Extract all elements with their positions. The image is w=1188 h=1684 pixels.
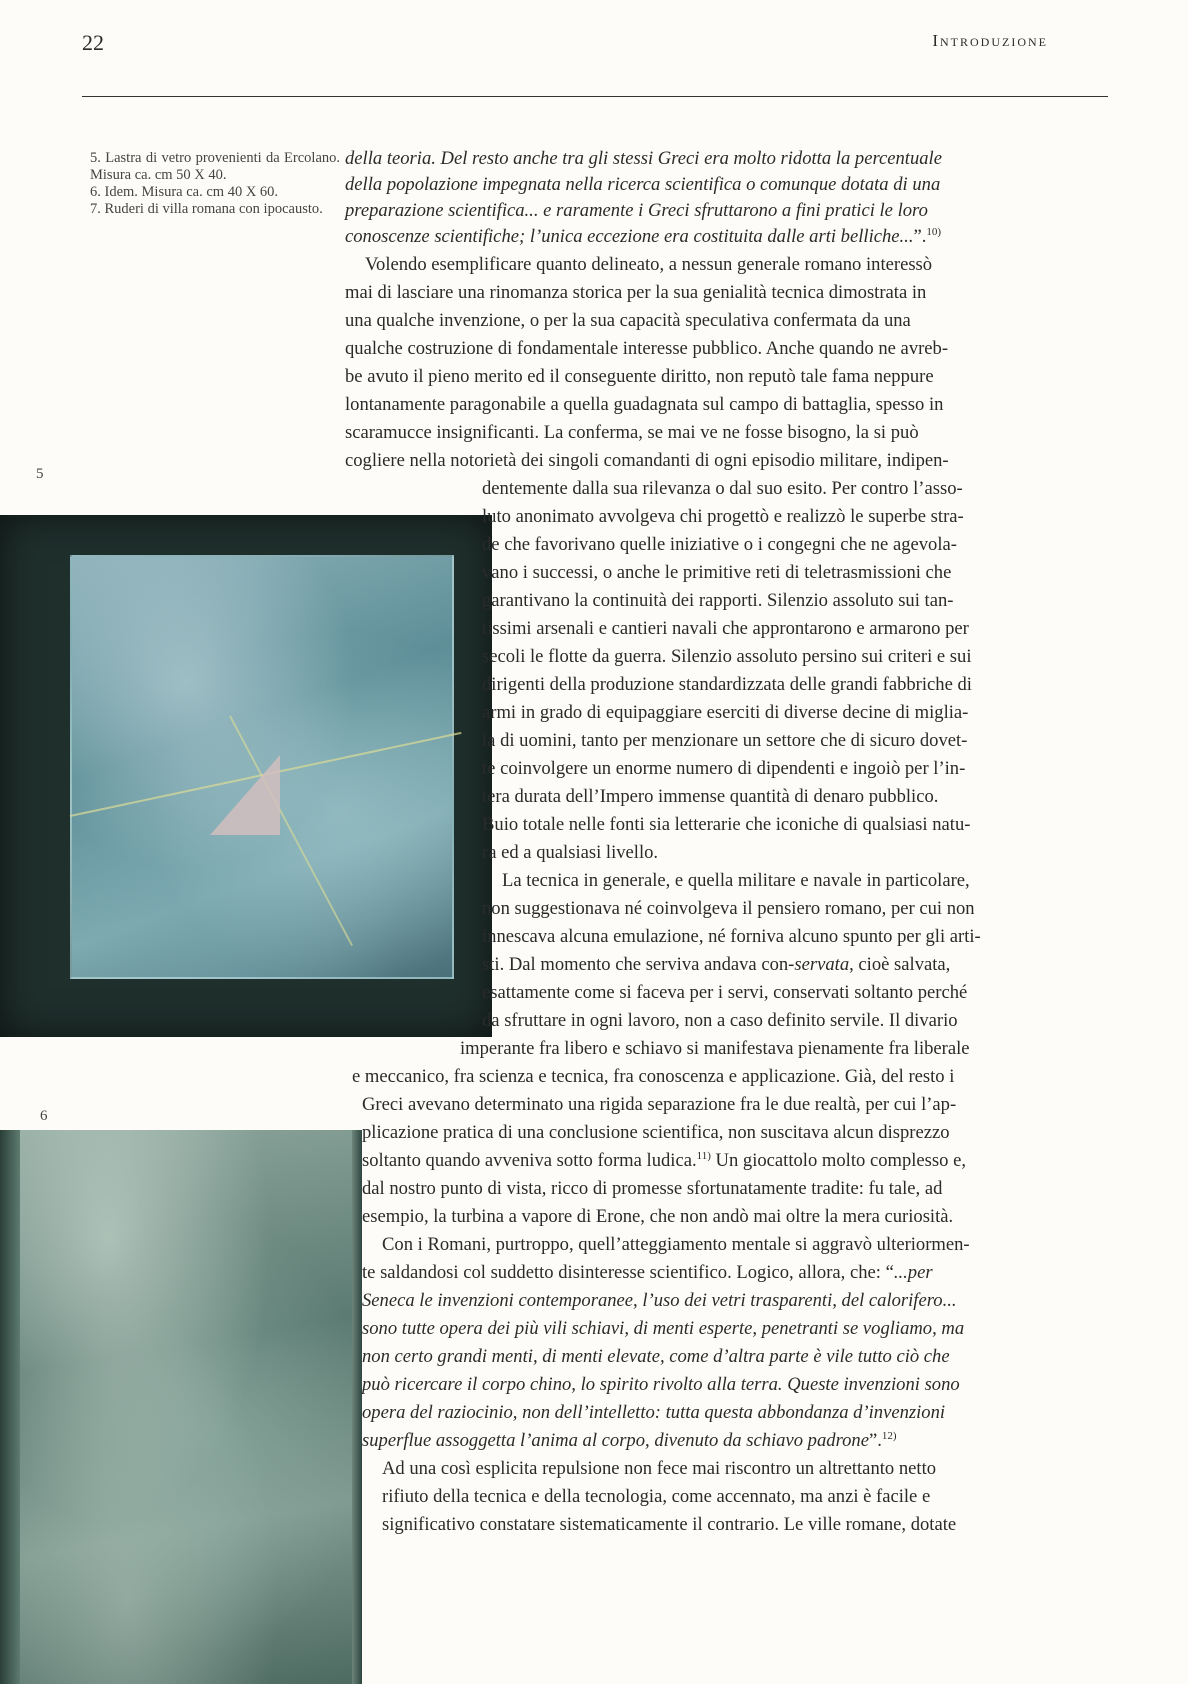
- body-line: [482, 562, 951, 584]
- body-line: [362, 1094, 956, 1116]
- body-line: [345, 450, 949, 472]
- body-line: [365, 254, 932, 276]
- body-line: [482, 1010, 958, 1032]
- text-run: dirigenti della produzione standardizzata delle grandi fabbriche di: [482, 674, 972, 695]
- text-run: be avuto il pieno merito ed il conseguente diritto, non reputò tale fama neppure: [345, 366, 934, 387]
- body-line: [345, 422, 919, 444]
- text-run: Buio totale nelle fonti sia letterarie che iconiche di qualsiasi natu-: [482, 814, 971, 835]
- text-run: Un giocattolo molto complesso e,: [710, 1150, 966, 1172]
- text-run: da sfruttare in ogni lavoro, non a caso definito servile. Il divario: [482, 1010, 958, 1031]
- body-line: [482, 842, 658, 864]
- text-run: Greci avevano determinato una rigida separazione fra le due realtà, per cui l’ap-: [362, 1094, 957, 1115]
- text-run: tera durata dell’Impero immense quantità di denaro pubblico.: [482, 786, 939, 807]
- body-line: [362, 1318, 964, 1340]
- text-run: secoli le flotte da guerra. Silenzio assoluto persino sui criteri e sui: [482, 646, 972, 667]
- body-line: [352, 1066, 954, 1088]
- page-number: 22: [82, 30, 104, 55]
- running-title-text: Introduzione: [932, 31, 1048, 50]
- text-run: te coinvolgere un enorme numero di dipendenti e ingoiò per l’in-: [482, 758, 966, 779]
- text-run: de che favorivano quelle iniziative o i congegni che ne agevola-: [482, 534, 957, 555]
- body-line: [482, 898, 975, 920]
- text-run: Ad una così esplicita repulsione non fece mai riscontro un altrettanto netto: [382, 1458, 937, 1479]
- body-line: [482, 786, 938, 808]
- text-run: sono tutte opera dei più vili schiavi, di menti esperte, penetranti se vogliamo, ma: [362, 1318, 965, 1339]
- body-line: [482, 618, 969, 640]
- body-line: [345, 200, 928, 222]
- caption-5: 5. Lastra di vetro provenienti da Ercolano. Misura ca. cm 50 X 40.: [90, 150, 340, 183]
- body-line: [362, 1178, 942, 1200]
- body-line: [345, 310, 911, 332]
- text-run: conoscenze scientifiche; l’unica eccezione era costituita dalle arti belliche...: [345, 226, 914, 248]
- body-line: [382, 1486, 930, 1508]
- text-run: dal nostro punto di vista, ricco di promesse sfortunatamente tradite: fu tale, ad: [362, 1178, 943, 1199]
- body-line: [362, 1262, 933, 1284]
- body-line: [482, 506, 964, 528]
- glass-edge-right: [352, 1130, 362, 1684]
- body-line: [362, 1206, 953, 1228]
- figure-5-glass-pane-photo: [0, 515, 492, 1037]
- text-run: rifiuto della tecnica e della tecnologia, come accennato, ma anzi è facile e: [382, 1486, 931, 1507]
- body-line: [345, 366, 934, 388]
- glass-edge-left: [0, 1130, 20, 1684]
- body-line: [482, 730, 967, 752]
- body-line: [382, 1234, 970, 1256]
- text-run: , cioè salvata,: [849, 954, 951, 975]
- body-line: [482, 758, 965, 780]
- text-run: esempio, la turbina a vapore di Erone, che non andò mai oltre la mera curiosità.: [362, 1206, 954, 1227]
- body-line: [482, 982, 967, 1004]
- text-run: ia di uomini, tanto per menzionare un settore che di sicuro dovet-: [482, 730, 968, 751]
- body-line: [482, 954, 950, 976]
- text-run: garantivano la continuità dei rapporti. Silenzio assoluto sui tan-: [482, 590, 954, 611]
- body-line: [482, 478, 963, 500]
- text-run: ra ed a qualsiasi livello.: [482, 842, 659, 863]
- text-run: plicazione pratica di una conclusione scientifica, non suscitava alcun disprezzo: [362, 1122, 950, 1143]
- figure-6-label: 6: [40, 1108, 48, 1124]
- text-run: sti. Dal momento che serviva andava con-: [482, 954, 795, 975]
- text-run: armi in grado di equipaggiare eserciti di diverse decine di miglia-: [482, 702, 969, 723]
- figure-captions: [90, 150, 340, 218]
- figure-5-label: 5: [36, 466, 44, 482]
- text-run: servata: [794, 954, 850, 975]
- text-run: Seneca le invenzioni contemporanee, l’uso dei vetri trasparenti, del calorifero...: [362, 1290, 957, 1311]
- body-line: [345, 174, 940, 196]
- text-run: Volendo esemplificare quanto delineato, a nessun generale romano interessò: [365, 254, 933, 275]
- text-run: ”.: [913, 226, 927, 248]
- footnote-ref: 11): [696, 1150, 711, 1162]
- text-run: La tecnica in generale, e quella militare e navale in particolare,: [502, 870, 970, 891]
- missing-shard: [210, 755, 280, 835]
- body-line: [382, 1514, 956, 1536]
- text-run: qualche costruzione di fondamentale interesse pubblico. Anche quando ne avreb-: [345, 338, 949, 359]
- text-run: superflue assoggetta l’anima al corpo, divenuto da schiavo padrone: [362, 1430, 869, 1452]
- text-run: Con i Romani, purtroppo, quell’atteggiamento mentale si aggravò ulteriormen-: [382, 1234, 970, 1255]
- body-line: [382, 1458, 936, 1480]
- text-run: ”.: [868, 1430, 882, 1452]
- text-run: esattamente come si faceva per i servi, conservati soltanto perché: [482, 982, 968, 1003]
- text-run: vano i successi, o anche le primitive reti di teletrasmissioni che: [482, 562, 952, 583]
- body-line: [482, 814, 970, 836]
- text-run: dentemente dalla sua rilevanza o dal suo esito. Per contro l’asso-: [482, 478, 963, 499]
- text-run: imperante fra libero e schiavo si manifestava pienamente fra liberale: [460, 1038, 970, 1059]
- text-run: ...per: [893, 1262, 933, 1283]
- text-run: te saldandosi col suddetto disinteresse scientifico. Logico, allora, che: “: [362, 1262, 894, 1283]
- body-line: [482, 646, 972, 668]
- footnote-ref: 10): [926, 226, 942, 238]
- body-line: [345, 338, 948, 360]
- text-run: soltanto quando avveniva sotto forma ludica.: [362, 1150, 697, 1172]
- caption-7: 7. Ruderi di villa romana con ipocausto.: [90, 201, 323, 217]
- body-line: [362, 1374, 960, 1396]
- body-line: [460, 1038, 970, 1060]
- body-line: [482, 674, 972, 696]
- figure-6-glass-pane-photo: [0, 1130, 362, 1684]
- body-line: [482, 534, 957, 556]
- running-title: [932, 31, 1048, 51]
- body-line: [362, 1150, 966, 1172]
- body-line: [482, 590, 953, 612]
- text-run: della teoria. Del resto anche tra gli stessi Greci era molto ridotta la percentuale: [345, 148, 942, 169]
- text-run: non certo grandi menti, di menti elevate, come d’altra parte è vile tutto ciò che: [362, 1346, 950, 1367]
- body-line: [482, 702, 968, 724]
- text-run: innescava alcuna emulazione, né forniva alcuno spunto per gli arti-: [482, 926, 981, 947]
- text-run: non suggestionava né coinvolgeva il pensiero romano, per cui non: [482, 898, 975, 919]
- body-line: [345, 148, 942, 170]
- text-run: significativo constatare sistematicamente il contrario. Le ville romane, dotate: [382, 1514, 957, 1535]
- body-line: [345, 394, 943, 416]
- body-line: [362, 1290, 957, 1312]
- body-line: [362, 1402, 945, 1424]
- body-line: [362, 1430, 897, 1452]
- text-run: può ricercare il corpo chino, lo spirito rivolto alla terra. Queste invenzioni sono: [362, 1374, 960, 1395]
- text-run: tissimi arsenali e cantieri navali che approntarono e armarono per: [482, 618, 969, 639]
- body-line: [482, 926, 981, 948]
- body-line: [362, 1122, 950, 1144]
- body-line: [502, 870, 970, 892]
- body-line: [345, 282, 926, 304]
- text-run: luto anonimato avvolgeva chi progettò e realizzò le superbe stra-: [482, 506, 964, 527]
- caption-6: 6. Idem. Misura ca. cm 40 X 60.: [90, 184, 279, 200]
- body-line: [345, 226, 941, 248]
- footnote-ref: 12): [881, 1430, 897, 1442]
- text-run: della popolazione impegnata nella ricerca scientifica o comunque dotata di una: [345, 174, 941, 195]
- header-rule: [82, 96, 1108, 97]
- text-run: e meccanico, fra scienza e tecnica, fra conoscenza e applicazione. Già, del resto i: [352, 1066, 955, 1087]
- text-run: mai di lasciare una rinomanza storica per la sua genialità tecnica dimostrata in: [345, 282, 927, 303]
- text-run: preparazione scientifica... e raramente i Greci sfruttarono a fini pratici le loro: [345, 200, 928, 221]
- text-run: scaramucce insignificanti. La conferma, se mai ve ne fosse bisogno, la si può: [345, 422, 919, 443]
- text-run: opera del raziocinio, non dell’intelletto: tutta questa abbondanza d’invenzioni: [362, 1402, 946, 1423]
- text-run: lontanamente paragonabile a quella guadagnata sul campo di battaglia, spesso in: [345, 394, 944, 415]
- text-run: cogliere nella notorietà dei singoli comandanti di ogni episodio militare, indipen-: [345, 450, 949, 471]
- text-run: una qualche invenzione, o per la sua capacità speculativa confermata da una: [345, 310, 911, 331]
- body-line: [362, 1346, 950, 1368]
